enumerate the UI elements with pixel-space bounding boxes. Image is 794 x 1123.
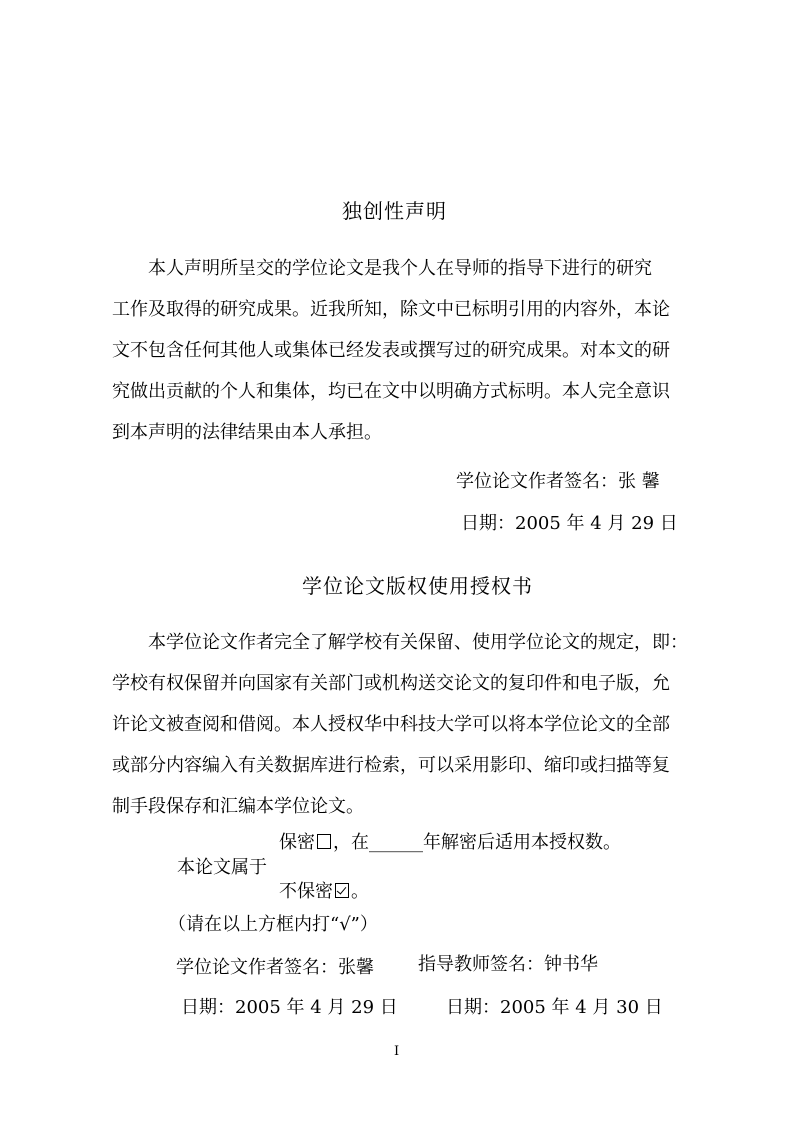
declaration-date-value: 2005 年 4 月 29 日 <box>515 513 678 534</box>
authorization-line-5: 制手段保存和汇编本学位论文。 <box>112 796 364 817</box>
authorization-line-2: 学校有权保留并向国家有关部门或机构送交论文的复印件和电子版，允 <box>112 673 670 694</box>
checkbox-instruction: （请在以上方框内打“√”） <box>168 914 378 935</box>
page-number: I <box>394 1044 400 1059</box>
declaration-signature <box>456 467 660 493</box>
declaration-line-2: 工作及取得的研究成果。近我所知，除文中已标明引用的内容外，本论 <box>112 299 670 320</box>
author-signature: 学位论文作者签名：张馨 <box>176 957 374 978</box>
confidential-suffix: 年解密后适用本授权数。 <box>423 832 621 853</box>
authorization-line-3: 许论文被查阅和借阅。本人授权华中科技大学可以将本学位论文的全部 <box>112 714 670 735</box>
confidential-label: 保密 <box>279 832 315 853</box>
declaration-title: 独创性声明 <box>342 199 447 223</box>
authorization-title: 学位论文版权使用授权书 <box>302 574 533 598</box>
declaration-line-5: 到本声明的法律结果由本人承担。 <box>112 422 382 443</box>
authorization-line-4: 或部分内容编入有关数据库进行检索，可以采用影印、缩印或扫描等复 <box>112 755 670 776</box>
confidential-middle: ，在 <box>333 832 369 853</box>
declaration-date <box>461 509 678 535</box>
nonconfidential-checkbox-checked[interactable] <box>335 883 349 898</box>
advisor-date: 日期：2005 年 4 月 30 日 <box>446 997 663 1018</box>
nonconfidential-option <box>279 877 369 903</box>
declaration-date-label: 日期： <box>461 513 515 534</box>
authorization-body <box>112 622 687 827</box>
advisor-signature: 指导教师签名：钟书华 <box>418 954 598 975</box>
authorization-line-1: 本学位论文作者完全了解学校有关保留、使用学位论文的规定，即： <box>148 632 688 653</box>
declaration-line-4: 究做出贡献的个人和集体，均已在文中以明确方式标明。本人完全意识 <box>112 381 670 402</box>
declaration-body <box>112 248 687 453</box>
confidential-checkbox[interactable] <box>317 834 331 849</box>
confidential-option <box>279 828 621 854</box>
declaration-signature-name: 张 馨 <box>618 471 660 492</box>
nonconfidential-label: 不保密 <box>279 881 333 902</box>
belongs-label: 本论文属于 <box>177 857 267 878</box>
declaration-line-3: 文不包含任何其他人或集体已经发表或撰写过的研究成果。对本文的研 <box>112 340 670 361</box>
confidential-years-blank: ______ <box>369 832 423 853</box>
declaration-signature-label: 学位论文作者签名： <box>456 471 618 492</box>
declaration-line-1: 本人声明所呈交的学位论文是我个人在导师的指导下进行的研究 <box>148 258 652 279</box>
nonconfidential-suffix: 。 <box>351 881 369 902</box>
author-date: 日期：2005 年 4 月 29 日 <box>181 997 398 1018</box>
